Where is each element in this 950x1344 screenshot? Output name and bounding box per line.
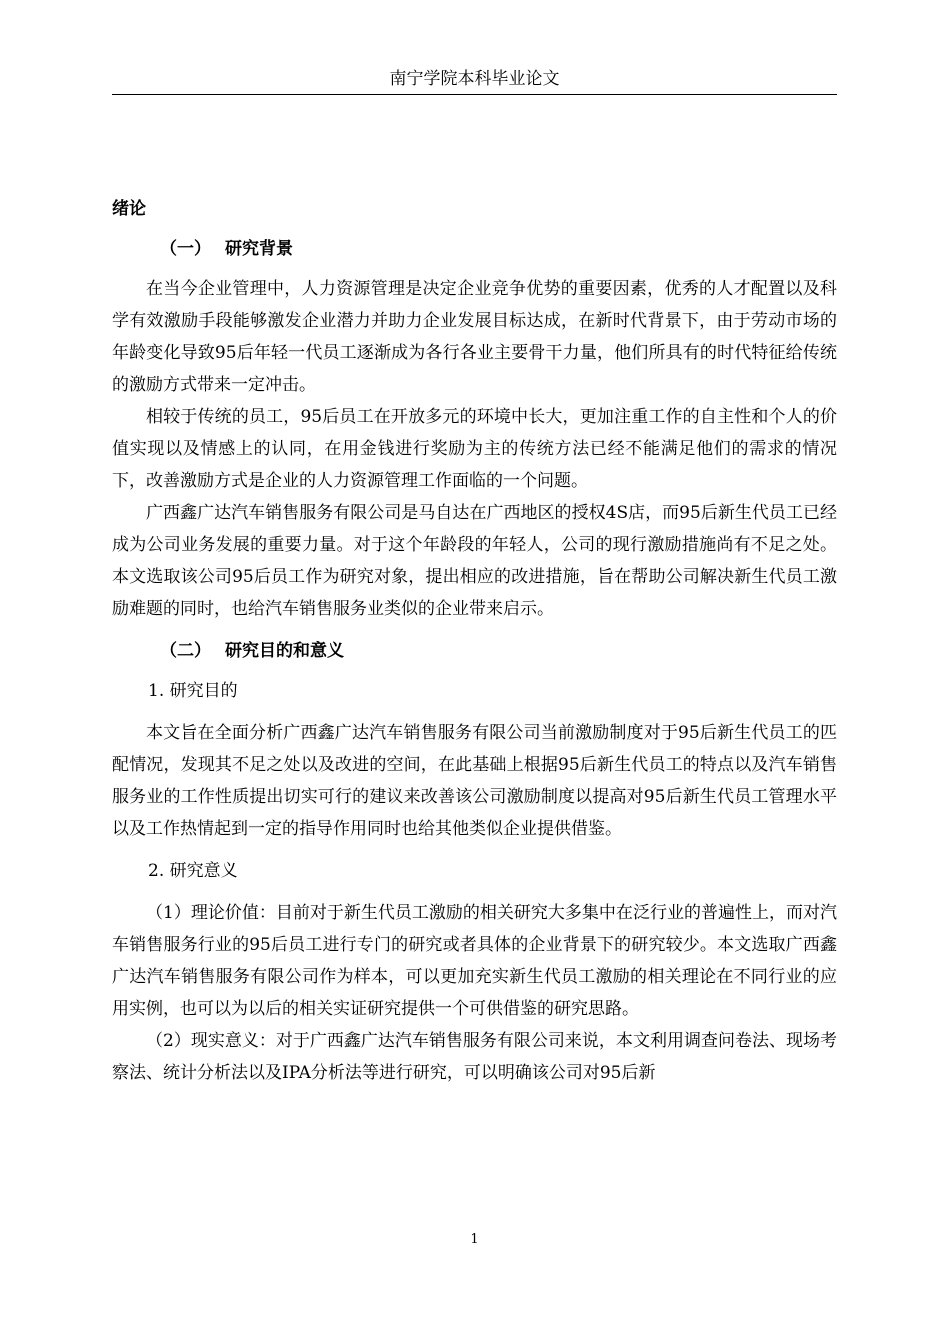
paragraph: （2）现实意义：对于广西鑫广达汽车销售服务有限公司来说，本文利用调查问卷法、现场考察法、统计分析法以及IPA分析法等进行研究，可以明确该公司对95后新: [112, 1031, 837, 1083]
subsection-title: 研究背景: [225, 239, 293, 259]
page-number: 1: [470, 1232, 479, 1247]
subsection-heading-background: [160, 233, 837, 265]
item-heading-purpose: 1. 研究目的: [148, 681, 238, 701]
subsection-number: （一）: [160, 239, 211, 259]
paragraph: 在当今企业管理中，人力资源管理是决定企业竞争优势的重要因素，优秀的人才配置以及科学有效激励手段能够激发企业潜力并助力企业发展目标达成，在新时代背景下，由于劳动市场的年龄变化导致95后年轻一代员工逐渐成为各行各业主要骨干力量，他们所具有的时代特征给传统的激励方式带来一定冲击。: [112, 279, 837, 395]
section-title: 绪论: [112, 199, 146, 219]
paragraph: 广西鑫广达汽车销售服务有限公司是马自达在广西地区的授权4S店，而95后新生代员工已经成为公司业务发展的重要力量。对于这个年龄段的年轻人，公司的现行激励措施尚有不足之处。本文选取该公司95后员工作为研究对象，提出相应的改进措施，旨在帮助公司解决新生代员工激励难题的同时，也给汽车销售服务业类似的企业带来启示。: [112, 503, 837, 619]
subsection-title: 研究目的和意义: [225, 641, 344, 661]
subsection-number: （二）: [160, 641, 211, 661]
page-body: [112, 193, 837, 1089]
item-heading-significance: 2. 研究意义: [148, 861, 238, 881]
subsection-heading-purpose: [160, 635, 837, 667]
paragraph: 相较于传统的员工，95后员工在开放多元的环境中长大，更加注重工作的自主性和个人的价值实现以及情感上的认同，在用金钱进行奖励为主的传统方法已经不能满足他们的需求的情况下，改善激励方式是企业的人力资源管理工作面临的一个问题。: [112, 407, 837, 491]
paragraph: （1）理论价值：目前对于新生代员工激励的相关研究大多集中在泛行业的普遍性上，而对汽车销售服务行业的95后员工进行专门的研究或者具体的企业背景下的研究较少。本文选取广西鑫广达汽车销售服务有限公司作为样本，可以更加充实新生代员工激励的相关理论在不同行业的应用实例，也可以为以后的相关实证研究提供一个可供借鉴的研究思路。: [112, 903, 837, 1019]
running-header: 南宁学院本科毕业论文: [389, 69, 560, 89]
paragraph: 本文旨在全面分析广西鑫广达汽车销售服务有限公司当前激励制度对于95后新生代员工的匹配情况，发现其不足之处以及改进的空间，在此基础上根据95后新生代员工的特点以及汽车销售服务业的工作性质提出切实可行的建议来改善该公司激励制度以提高对95后新生代员工管理水平以及工作热情起到一定的指导作用同时也给其他类似企业提供借鉴。: [112, 723, 837, 839]
header-rule: [112, 94, 837, 95]
